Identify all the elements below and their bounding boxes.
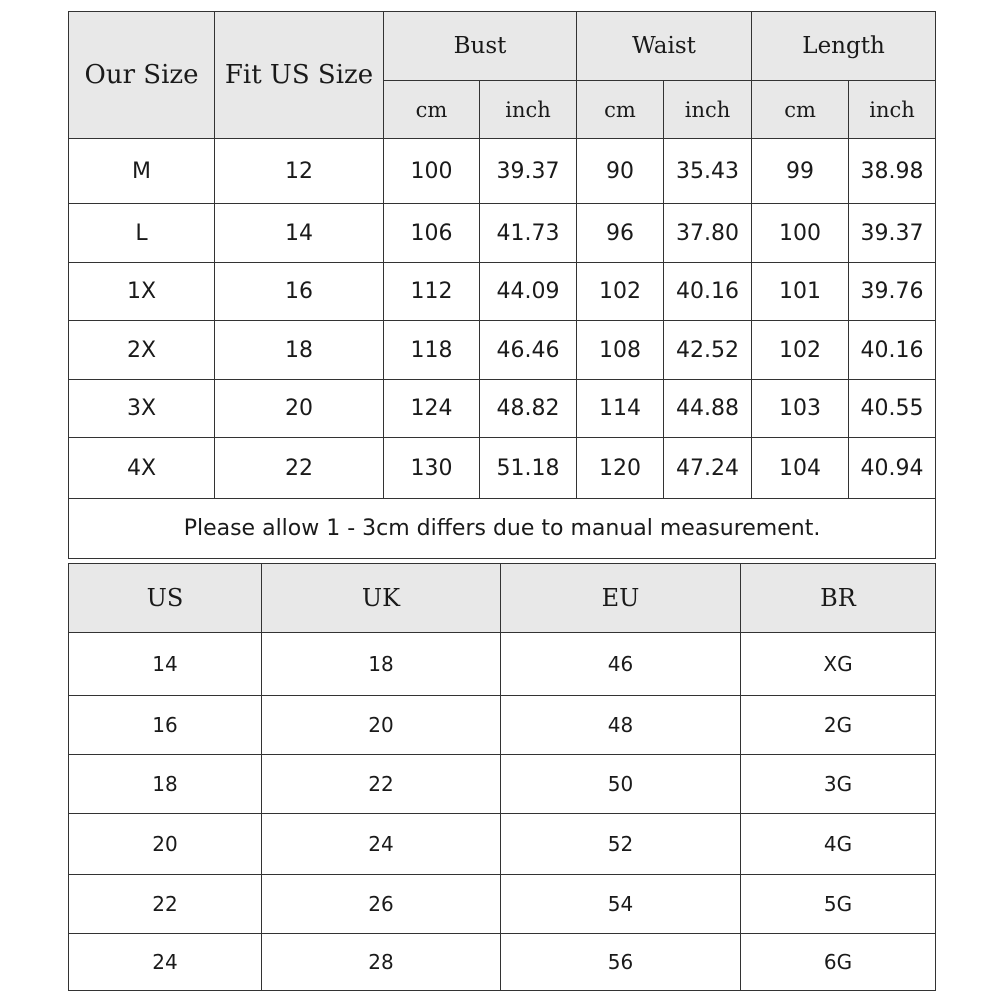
table-cell: 37.80 (664, 204, 752, 263)
table-cell: 22 (69, 875, 262, 934)
table-cell: 44.09 (480, 263, 577, 321)
table-cell: 24 (262, 814, 501, 875)
size-chart-table (68, 11, 936, 559)
table-cell: XG (741, 633, 936, 696)
table-cell: 41.73 (480, 204, 577, 263)
table-cell: 46.46 (480, 321, 577, 380)
table-cell: 5G (741, 875, 936, 934)
table-cell: 90 (577, 139, 664, 204)
conversion-chart-body (69, 633, 936, 991)
table-cell: 20 (69, 814, 262, 875)
table-cell: M (69, 139, 215, 204)
table-cell: 40.55 (849, 380, 936, 438)
header-fit-us-size: Fit US Size (215, 12, 384, 139)
table-cell: 6G (741, 934, 936, 991)
conversion-chart (68, 563, 935, 991)
table-cell: 4X (69, 438, 215, 499)
table-row (69, 380, 936, 438)
unit-header: cm (384, 81, 480, 139)
table-row (69, 755, 936, 814)
table-cell: 130 (384, 438, 480, 499)
table-cell: 124 (384, 380, 480, 438)
table-cell: 42.52 (664, 321, 752, 380)
table-cell: 20 (262, 696, 501, 755)
table-cell: 3G (741, 755, 936, 814)
table-cell: 20 (215, 380, 384, 438)
header-uk: UK (262, 564, 501, 633)
table-row (69, 438, 936, 499)
table-cell: 48 (501, 696, 741, 755)
table-cell: 118 (384, 321, 480, 380)
table-cell: 12 (215, 139, 384, 204)
table-cell: 99 (752, 139, 849, 204)
header-eu: EU (501, 564, 741, 633)
table-cell: 1X (69, 263, 215, 321)
header-our-size: Our Size (69, 12, 215, 139)
table-row (69, 633, 936, 696)
table-row (69, 696, 936, 755)
table-cell: 106 (384, 204, 480, 263)
table-cell: 40.94 (849, 438, 936, 499)
table-cell: 26 (262, 875, 501, 934)
table-cell: 96 (577, 204, 664, 263)
header-br: BR (741, 564, 936, 633)
table-cell: 48.82 (480, 380, 577, 438)
table-row (69, 263, 936, 321)
header-bust: Bust (384, 12, 577, 81)
table-cell: 114 (577, 380, 664, 438)
table-cell: 2G (741, 696, 936, 755)
table-row (69, 875, 936, 934)
unit-header: inch (480, 81, 577, 139)
header-us: US (69, 564, 262, 633)
table-cell: 14 (69, 633, 262, 696)
table-cell: 40.16 (664, 263, 752, 321)
size-chart-body (69, 139, 936, 499)
table-cell: 35.43 (664, 139, 752, 204)
unit-header: cm (577, 81, 664, 139)
header-length: Length (752, 12, 936, 81)
table-cell: 39.76 (849, 263, 936, 321)
table-row (69, 204, 936, 263)
table-cell: 102 (577, 263, 664, 321)
table-cell: 14 (215, 204, 384, 263)
table-cell: 16 (69, 696, 262, 755)
table-row (69, 934, 936, 991)
table-cell: 38.98 (849, 139, 936, 204)
table-cell: 28 (262, 934, 501, 991)
table-cell: 47.24 (664, 438, 752, 499)
table-row (69, 139, 936, 204)
table-cell: 4G (741, 814, 936, 875)
table-cell: 18 (69, 755, 262, 814)
table-row (69, 321, 936, 380)
table-cell: 44.88 (664, 380, 752, 438)
table-cell: 39.37 (480, 139, 577, 204)
table-cell: 22 (215, 438, 384, 499)
table-cell: 51.18 (480, 438, 577, 499)
table-cell: 3X (69, 380, 215, 438)
table-cell: 18 (262, 633, 501, 696)
unit-header: inch (849, 81, 936, 139)
table-cell: 50 (501, 755, 741, 814)
table-cell: L (69, 204, 215, 263)
table-cell: 120 (577, 438, 664, 499)
table-cell: 100 (752, 204, 849, 263)
size-chart (68, 11, 935, 559)
table-cell: 2X (69, 321, 215, 380)
table-cell: 16 (215, 263, 384, 321)
table-cell: 46 (501, 633, 741, 696)
conversion-chart-table (68, 563, 936, 991)
table-cell: 24 (69, 934, 262, 991)
table-cell: 103 (752, 380, 849, 438)
table-cell: 112 (384, 263, 480, 321)
unit-header: inch (664, 81, 752, 139)
table-cell: 52 (501, 814, 741, 875)
table-cell: 40.16 (849, 321, 936, 380)
table-cell: 108 (577, 321, 664, 380)
table-cell: 101 (752, 263, 849, 321)
table-cell: 54 (501, 875, 741, 934)
unit-header: cm (752, 81, 849, 139)
table-cell: 56 (501, 934, 741, 991)
table-cell: 100 (384, 139, 480, 204)
table-cell: 104 (752, 438, 849, 499)
table-cell: 18 (215, 321, 384, 380)
table-cell: 39.37 (849, 204, 936, 263)
table-cell: 102 (752, 321, 849, 380)
measurement-note: Please allow 1 - 3cm differs due to manual measurement. (69, 499, 936, 559)
table-cell: 22 (262, 755, 501, 814)
header-waist: Waist (577, 12, 752, 81)
table-row (69, 814, 936, 875)
